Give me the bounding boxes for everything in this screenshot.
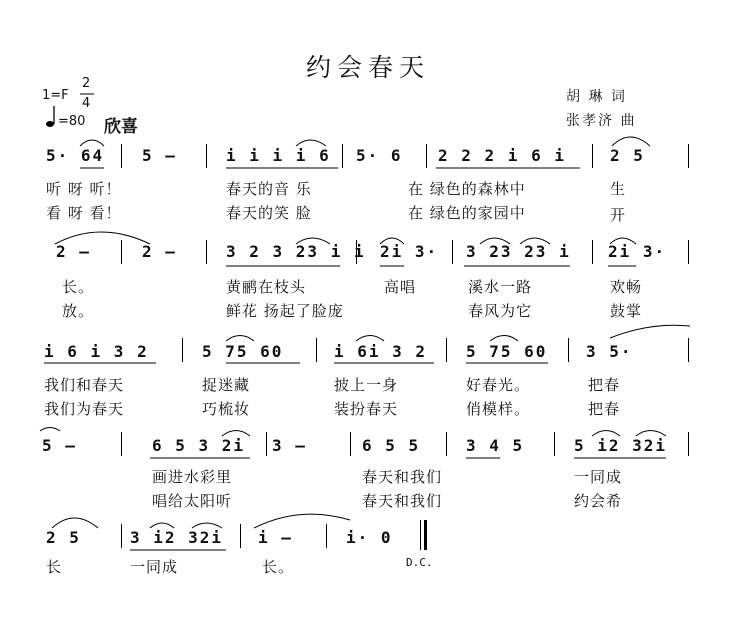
measure-notes: 6 5 5 [362,436,421,455]
bar-line [121,144,122,168]
lyric-verse1: 长 [46,558,63,576]
lyric-verse2: 开 [610,206,627,224]
bar-line [266,432,267,456]
bar-line [426,144,427,168]
lyric-verse1: 一同成 [574,468,623,486]
composer-credit: 张孝济 曲 [566,113,637,129]
bar-line [446,432,447,456]
bar-line [350,432,351,456]
song-title: 约会春天 [305,53,430,82]
measure-notes: 3 4 5 [466,436,525,455]
bar-line [121,240,122,264]
lyric-verse1: 捉迷藏 [202,376,251,394]
measure-notes: 5· 64 [46,146,105,165]
measure-notes: 5 75 60 [202,342,284,361]
measure-notes: 2i 3· [380,242,439,261]
measure-notes: 3 23 23 i [466,242,571,261]
measure-notes: 3 i2 32i [130,528,224,547]
bar-line [240,524,241,548]
measure-notes: 5 i2 32i [574,436,668,455]
measure-notes: 6 5 3 2i [152,436,246,455]
da-capo-mark: D.C. [406,556,433,569]
lyric-verse2: 鲜花 扬起了脸庞 [226,302,344,320]
bar-line [554,432,555,456]
measure-notes: 5· 6 [356,146,403,165]
bar-line [446,338,447,362]
tie [610,325,690,338]
slur [612,137,650,146]
final-bar-thick [424,520,427,550]
slur [226,336,254,342]
lyric-verse2: 巧梳妆 [202,400,251,418]
bar-line [592,144,593,168]
measure-notes: 2 2 2 i 6 i [438,146,566,165]
lyric-verse2: 唱给太阳听 [152,492,233,510]
bar-line [688,338,689,362]
bar-line [121,524,122,548]
lyric-verse2: 俏模样。 [466,400,531,418]
measure-notes: i i i i 6 [226,146,331,165]
measure-notes: 5 – [142,146,177,165]
measure-notes: i· 0 [346,528,393,547]
lyric-verse1: 溪水一路 [468,278,533,296]
lyric-verse2: 春风为它 [468,302,533,320]
bar-line [688,144,689,168]
lyric-verse1: 长。 [62,278,95,296]
lyric-verse1: 春天和我们 [362,468,443,486]
bar-line [206,240,207,264]
lyric-verse1: 黄鹂在枝头 [226,278,307,296]
measure-notes: 2i 3· [608,242,667,261]
measure-notes: 2 5 [46,528,81,547]
lyric-verse1: 披上一身 [334,376,399,394]
measure-notes: i – [258,528,293,547]
lyric-verse1: 一同成 [130,558,179,576]
lyric-verse2: 我们为春天 [44,400,125,418]
tie [254,514,350,528]
bar-line [182,338,183,362]
measure-notes: i 6 i 3 2 [44,342,149,361]
lyric-verse1: 在 绿色的森林中 [408,180,526,198]
lyric-verse2: 放。 [62,302,95,320]
lyric-verse1: 我们和春天 [44,376,125,394]
lyric-verse1: 生 [610,180,627,198]
bar-line [688,240,689,264]
bar-line [452,240,453,264]
lyric-verse2: 春天和我们 [362,492,443,510]
measure-notes: 3 – [272,436,307,455]
bar-line [121,432,122,456]
lyric-verse1: 把春 [588,376,621,394]
lyricist-credit: 胡 琳 词 [566,89,627,105]
lyric-verse1: 春天的音 乐 [226,180,312,198]
measure-notes: 2 – [142,242,177,261]
lyric-verse2: 装扮春天 [334,400,399,418]
lyric-verse1: 高唱 [384,278,417,296]
quarter-note-icon [46,106,54,127]
bar-line [342,144,343,168]
bar-line [688,432,689,456]
slur [356,336,384,342]
expression-mark: 欣喜 [104,117,138,137]
measure-notes: 5 75 60 [466,342,548,361]
measure-notes: 5 – [42,436,77,455]
tempo-mark: =80 [58,114,86,129]
lyric-verse2: 约会希 [574,492,623,510]
lyric-verse1: 欢畅 [610,278,643,296]
key-signature: 1=F [42,88,69,103]
measure-notes: 3 5· [586,342,633,361]
time-signature-top: 2 [82,76,91,91]
measure-notes: 2 5 [610,146,645,165]
measure-notes: 3 2 3 23 i i [226,242,366,261]
bar-line [568,338,569,362]
time-signature-bottom: 4 [82,96,91,111]
lyric-verse2: 在 绿色的家园中 [408,204,526,222]
measure-notes: 2 – [56,242,91,261]
tie [40,428,60,432]
lyric-verse2: 看 呀 看！ [46,204,122,222]
lyric-verse1: 好春光。 [466,376,531,394]
bar-line [592,240,593,264]
lyric-verse2: 鼓掌 [610,302,643,320]
lyric-verse1: 听 呀 听！ [46,180,122,198]
final-bar-thin [420,520,421,550]
bar-line [316,338,317,362]
lyric-verse2: 春天的笑 脸 [226,204,312,222]
measure-notes: i 6i 3 2 [334,342,428,361]
lyric-verse2: 把春 [588,400,621,418]
bar-line [206,144,207,168]
lyric-verse1: 画进水彩里 [152,468,233,486]
lyric-verse1: 长。 [262,558,295,576]
tie [52,518,98,528]
bar-line [326,524,327,548]
slur [490,336,518,342]
